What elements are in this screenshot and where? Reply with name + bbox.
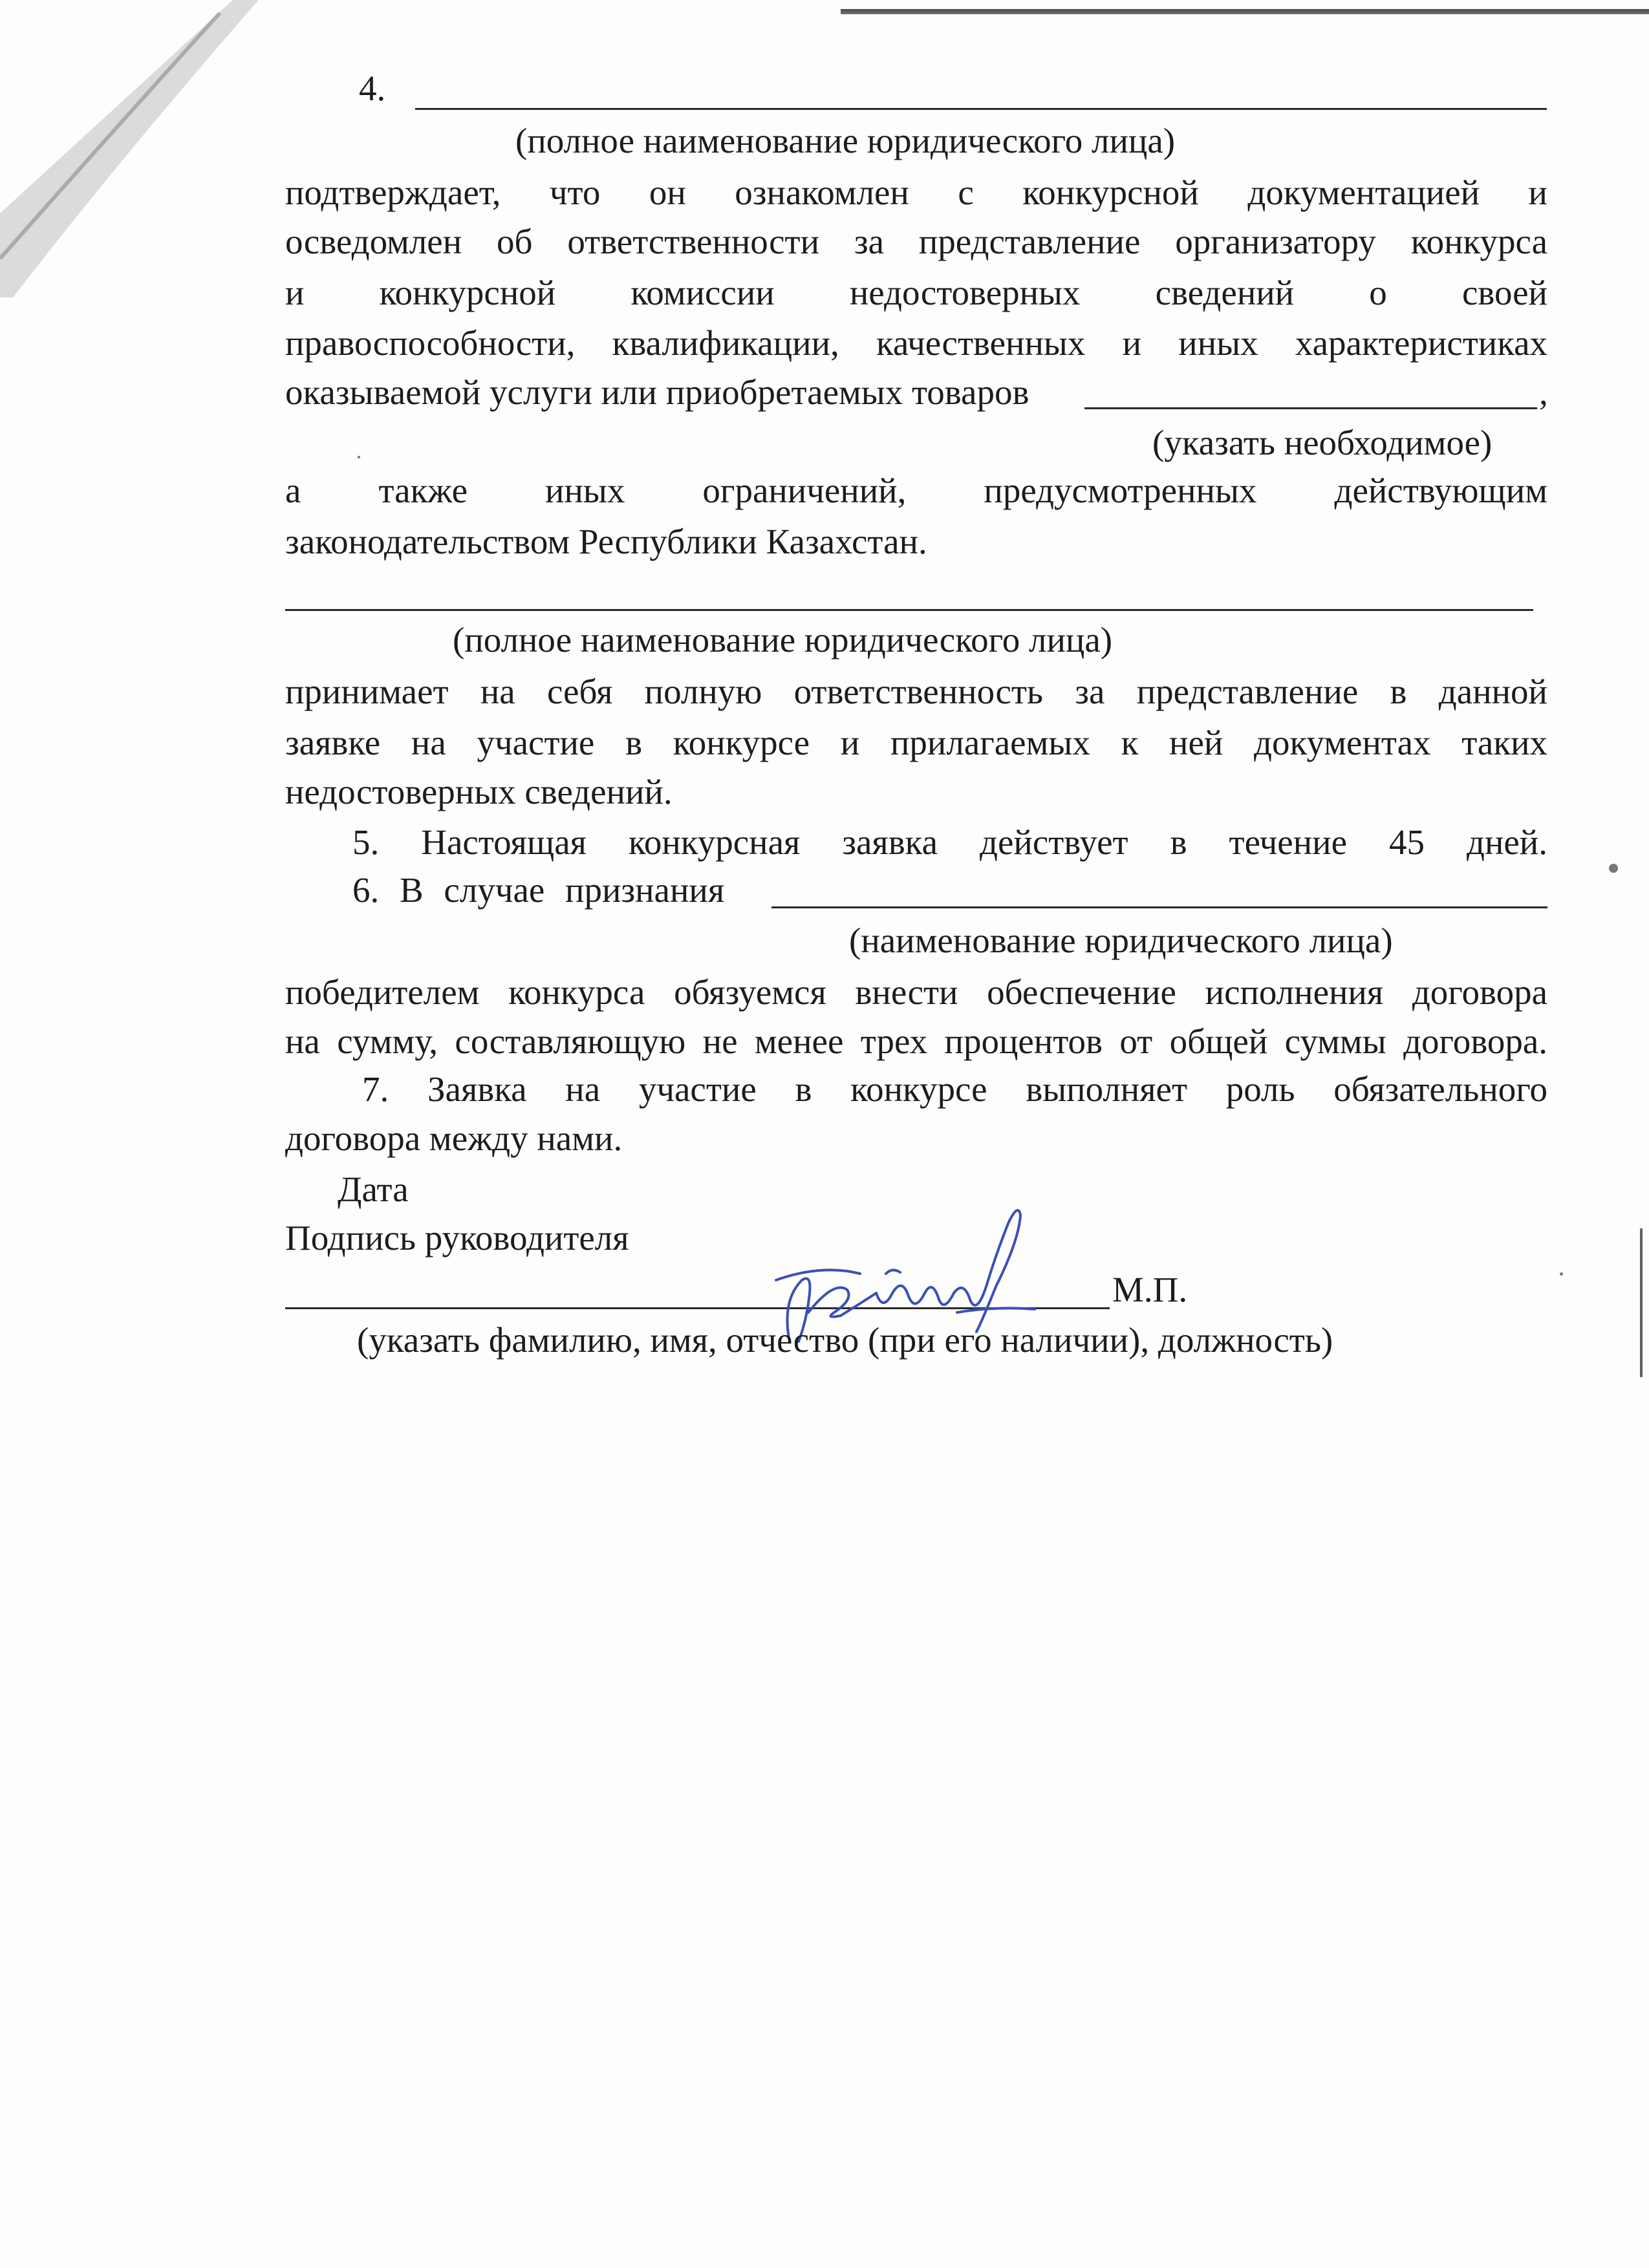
blank-legal-entity-name-1 [415, 108, 1547, 110]
blank-legal-entity-name-2 [285, 609, 1533, 611]
caption-full-legal-name-2: (полное наименование юридического лица) [453, 620, 1113, 659]
para3-line-2: заявке на участие в конкурсе и прилагаемых к ней документах таких [285, 723, 1547, 762]
para1-line-3: и конкурсной комиссии недостоверных сведений о своей [285, 273, 1547, 312]
scan-shadow-top [841, 9, 1649, 14]
para3-line-3: недостоверных сведений. [285, 772, 673, 811]
item-6-lead: 6. В случае признания [352, 870, 725, 910]
blank-goods-services [1084, 407, 1537, 409]
item-7-line-1: 7. Заявка на участие в конкурсе выполняет роль обязательного [362, 1069, 1547, 1109]
scan-shadow-right [1640, 1228, 1643, 1377]
para2-line-1: а также иных ограничений, предусмотренных действующим [285, 471, 1547, 510]
item-5: 5. Настоящая конкурсная заявка действует в течение 45 дней. [352, 822, 1547, 862]
para1-line-1: подтверждает, что он ознакомлен с конкурсной документацией и [285, 173, 1547, 212]
scan-shadow-corner [0, 0, 259, 297]
caption-full-legal-name-1: (полное наименование юридического лица) [515, 121, 1176, 160]
para4-line-1: победителем конкурса обязуемся внести обеспечение исполнения договора [285, 972, 1547, 1012]
caption-specify-required: (указать необходимое) [1152, 423, 1493, 462]
signature-label: Подпись руководителя [285, 1218, 629, 1257]
caption-signatory-details: (указать фамилию, имя, отчество (при его наличии), должность) [357, 1320, 1333, 1360]
scan-speck [358, 456, 360, 458]
scan-speck [1560, 1272, 1563, 1276]
para1-line-4: правоспособности, квалификации, качественных и иных характеристиках [285, 323, 1547, 363]
caption-legal-name: (наименование юридического лица) [849, 921, 1393, 960]
scan-speck [1609, 864, 1618, 873]
item-4-number: 4. [359, 69, 386, 108]
para3-line-1: принимает на себя полную ответственность за представление в данной [285, 672, 1547, 711]
para1-line-2: осведомлен об ответственности за представление организатору конкурса [285, 222, 1547, 261]
para2-line-2: законодательством Республики Казахстан. [285, 522, 927, 561]
para1-comma: , [1539, 372, 1548, 412]
para4-line-2: на сумму, составляющую не менее трех процентов от общей суммы договора. [285, 1022, 1547, 1061]
item-7-line-2: договора между нами. [285, 1118, 623, 1158]
para1-line-5: оказываемой услуги или приобретаемых товаров [285, 372, 1029, 412]
stamp-label: М.П. [1112, 1270, 1188, 1309]
blank-legal-entity-name-3 [771, 906, 1547, 908]
date-label: Дата [338, 1170, 409, 1209]
